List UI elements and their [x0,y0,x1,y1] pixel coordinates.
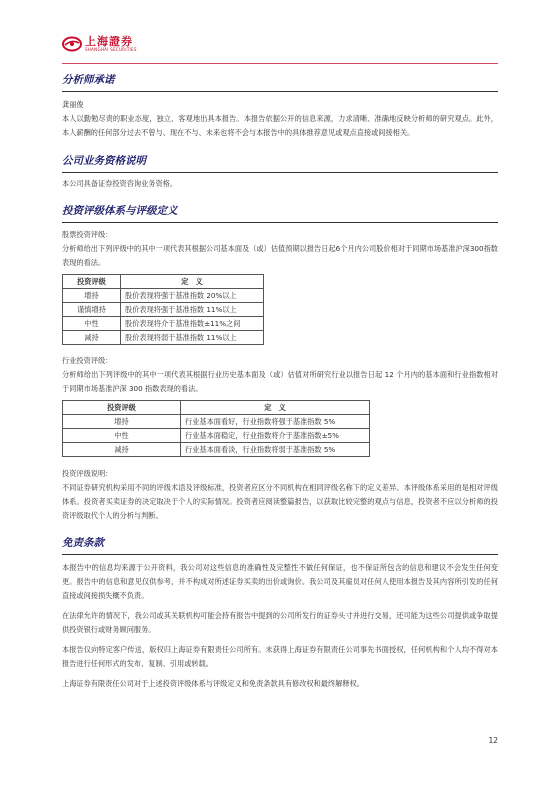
table-header-cell: 定 义 [121,275,264,289]
table-header-cell: 投资评级 [63,401,181,415]
disclaimer-paragraph: 本报告仅向特定客户传送，版权归上海证券有限责任公司所有。未获得上海证券有限责任公司事先书面授权，任何机构和个人均不得对本报告进行任何形式的发布、复制、引用或转载。 [62,645,498,668]
page-content [62,68,498,691]
disclaimer-paragraph: 本报告中的信息均来源于公开资料，我公司对这些信息的准确性及完整性不做任何保证，也不保证所包含的信息和建议不会发生任何变更。报告中的信息和意见仅供参考，并不构成对所述证券买卖的出价或询价。我公司及其雇员对任何人使用本报告及其内容所引发的任何直接或间接损失概不负责。 [62,563,498,600]
section-title-analyst: 分析师承诺 [62,74,115,86]
analyst-statement: 本人以勤勉尽责的职业态度，独立、客观地出具本报告。本报告依据公开的信息来源，力求清晰、准确地反映分析师的研究观点。此外，本人薪酬的任何部分过去不曾与、现在不与、未来也将不会与本报告中的具体推荐意见或观点直接或间接相关。 [62,114,498,137]
section-title-rating: 投资评级体系与评级定义 [62,205,178,217]
rating-cell: 中性 [63,429,181,443]
logo-emblem-icon [62,36,82,52]
section-divider [62,172,498,173]
table-row [63,303,264,317]
rating-cell: 增持 [63,289,121,303]
analyst-name: 龚丽俊 [62,100,84,109]
definition-cell: 行业基本面稳定，行业指数将介于基准指数±5% [181,429,370,443]
qualification-section [62,153,498,191]
stock-rating-description: 分析师给出下列评级中的其中一项代表其根据公司基本面及（或）估值预期以报告日起6个月内公司股价相对于同期市场基准沪深300指数表现的看法。 [62,244,498,267]
section-divider [62,222,498,223]
page-header [62,36,137,62]
table-header-row [63,401,370,415]
stock-rating-label: 股票投资评级： [62,230,113,239]
industry-rating-description: 分析师给出下列评级中的其中一项代表其根据行业历史基本面及（或）估值对所研究行业以报告日起 12 个月内的基本面和行业指数相对于同期市场基准沪深 300 指数表现的看法。 [62,370,498,393]
rating-cell: 减持 [63,331,121,345]
rating-cell: 减持 [63,443,181,457]
rating-cell: 谨慎增持 [63,303,121,317]
disclaimer-paragraph: 上海证券有限责任公司对于上述投资评级体系与评级定义和免责条款具有修改权和最终解释权。 [62,679,364,688]
definition-cell: 行业基本面看好，行业指数将强于基准指数 5% [181,415,370,429]
rating-cell: 中性 [63,317,121,331]
table-header-row [63,275,264,289]
rating-note-text: 不同证券研究机构采用不同的评级术语及评级标准，投资者应区分不同机构在相同评级名称下的定义差异。本评级体系采用的是相对评级体系。投资者买卖证券的决定取决于个人的实际情况。投资者应阅读整篇报告，以获取比较完整的观点与信息，投资者不应以分析师的投资评级取代个人的分析与判断。 [62,483,498,520]
logo-english-name: SHANGHAI SECURITIES [85,47,137,52]
industry-rating-table [62,400,370,457]
section-divider [62,554,498,555]
rating-cell: 增持 [63,415,181,429]
rating-note-label: 投资评级说明： [62,469,113,478]
definition-cell: 股价表现将介于基准指数±11%之间 [121,317,264,331]
table-row [63,289,264,303]
table-row [63,429,370,443]
header-divider [62,63,498,64]
disclaimer-section [62,535,498,691]
definition-cell: 股价表现将强于基准指数 20%以上 [121,289,264,303]
industry-rating-label: 行业投资评级： [62,356,113,365]
logo-chinese-name: 上海證券 [85,35,133,48]
analyst-commitment-section [62,72,498,140]
disclaimer-paragraph: 在法律允许的情况下，我公司或其关联机构可能会持有报告中提到的公司所发行的证券头寸并进行交易，还可能为这些公司提供或争取提供投资银行或财务顾问服务。 [62,611,498,634]
table-row [63,317,264,331]
table-row [63,415,370,429]
table-header-cell: 定 义 [181,401,370,415]
section-title-disclaimer: 免责条款 [62,537,104,549]
rating-section [62,203,498,523]
company-logo [62,36,137,52]
qualification-text: 本公司具备证券投资咨询业务资格。 [62,179,178,188]
table-row [63,443,370,457]
section-title-qualification: 公司业务资格说明 [62,155,146,167]
definition-cell: 行业基本面看淡，行业指数将弱于基准指数 5% [181,443,370,457]
definition-cell: 股价表现将强于基准指数 11%以上 [121,303,264,317]
table-row [63,331,264,345]
stock-rating-table [62,274,264,345]
table-header-cell: 投资评级 [63,275,121,289]
page-number: 12 [488,736,498,745]
section-divider [62,91,498,92]
definition-cell: 股价表现将弱于基准指数 11%以上 [121,331,264,345]
